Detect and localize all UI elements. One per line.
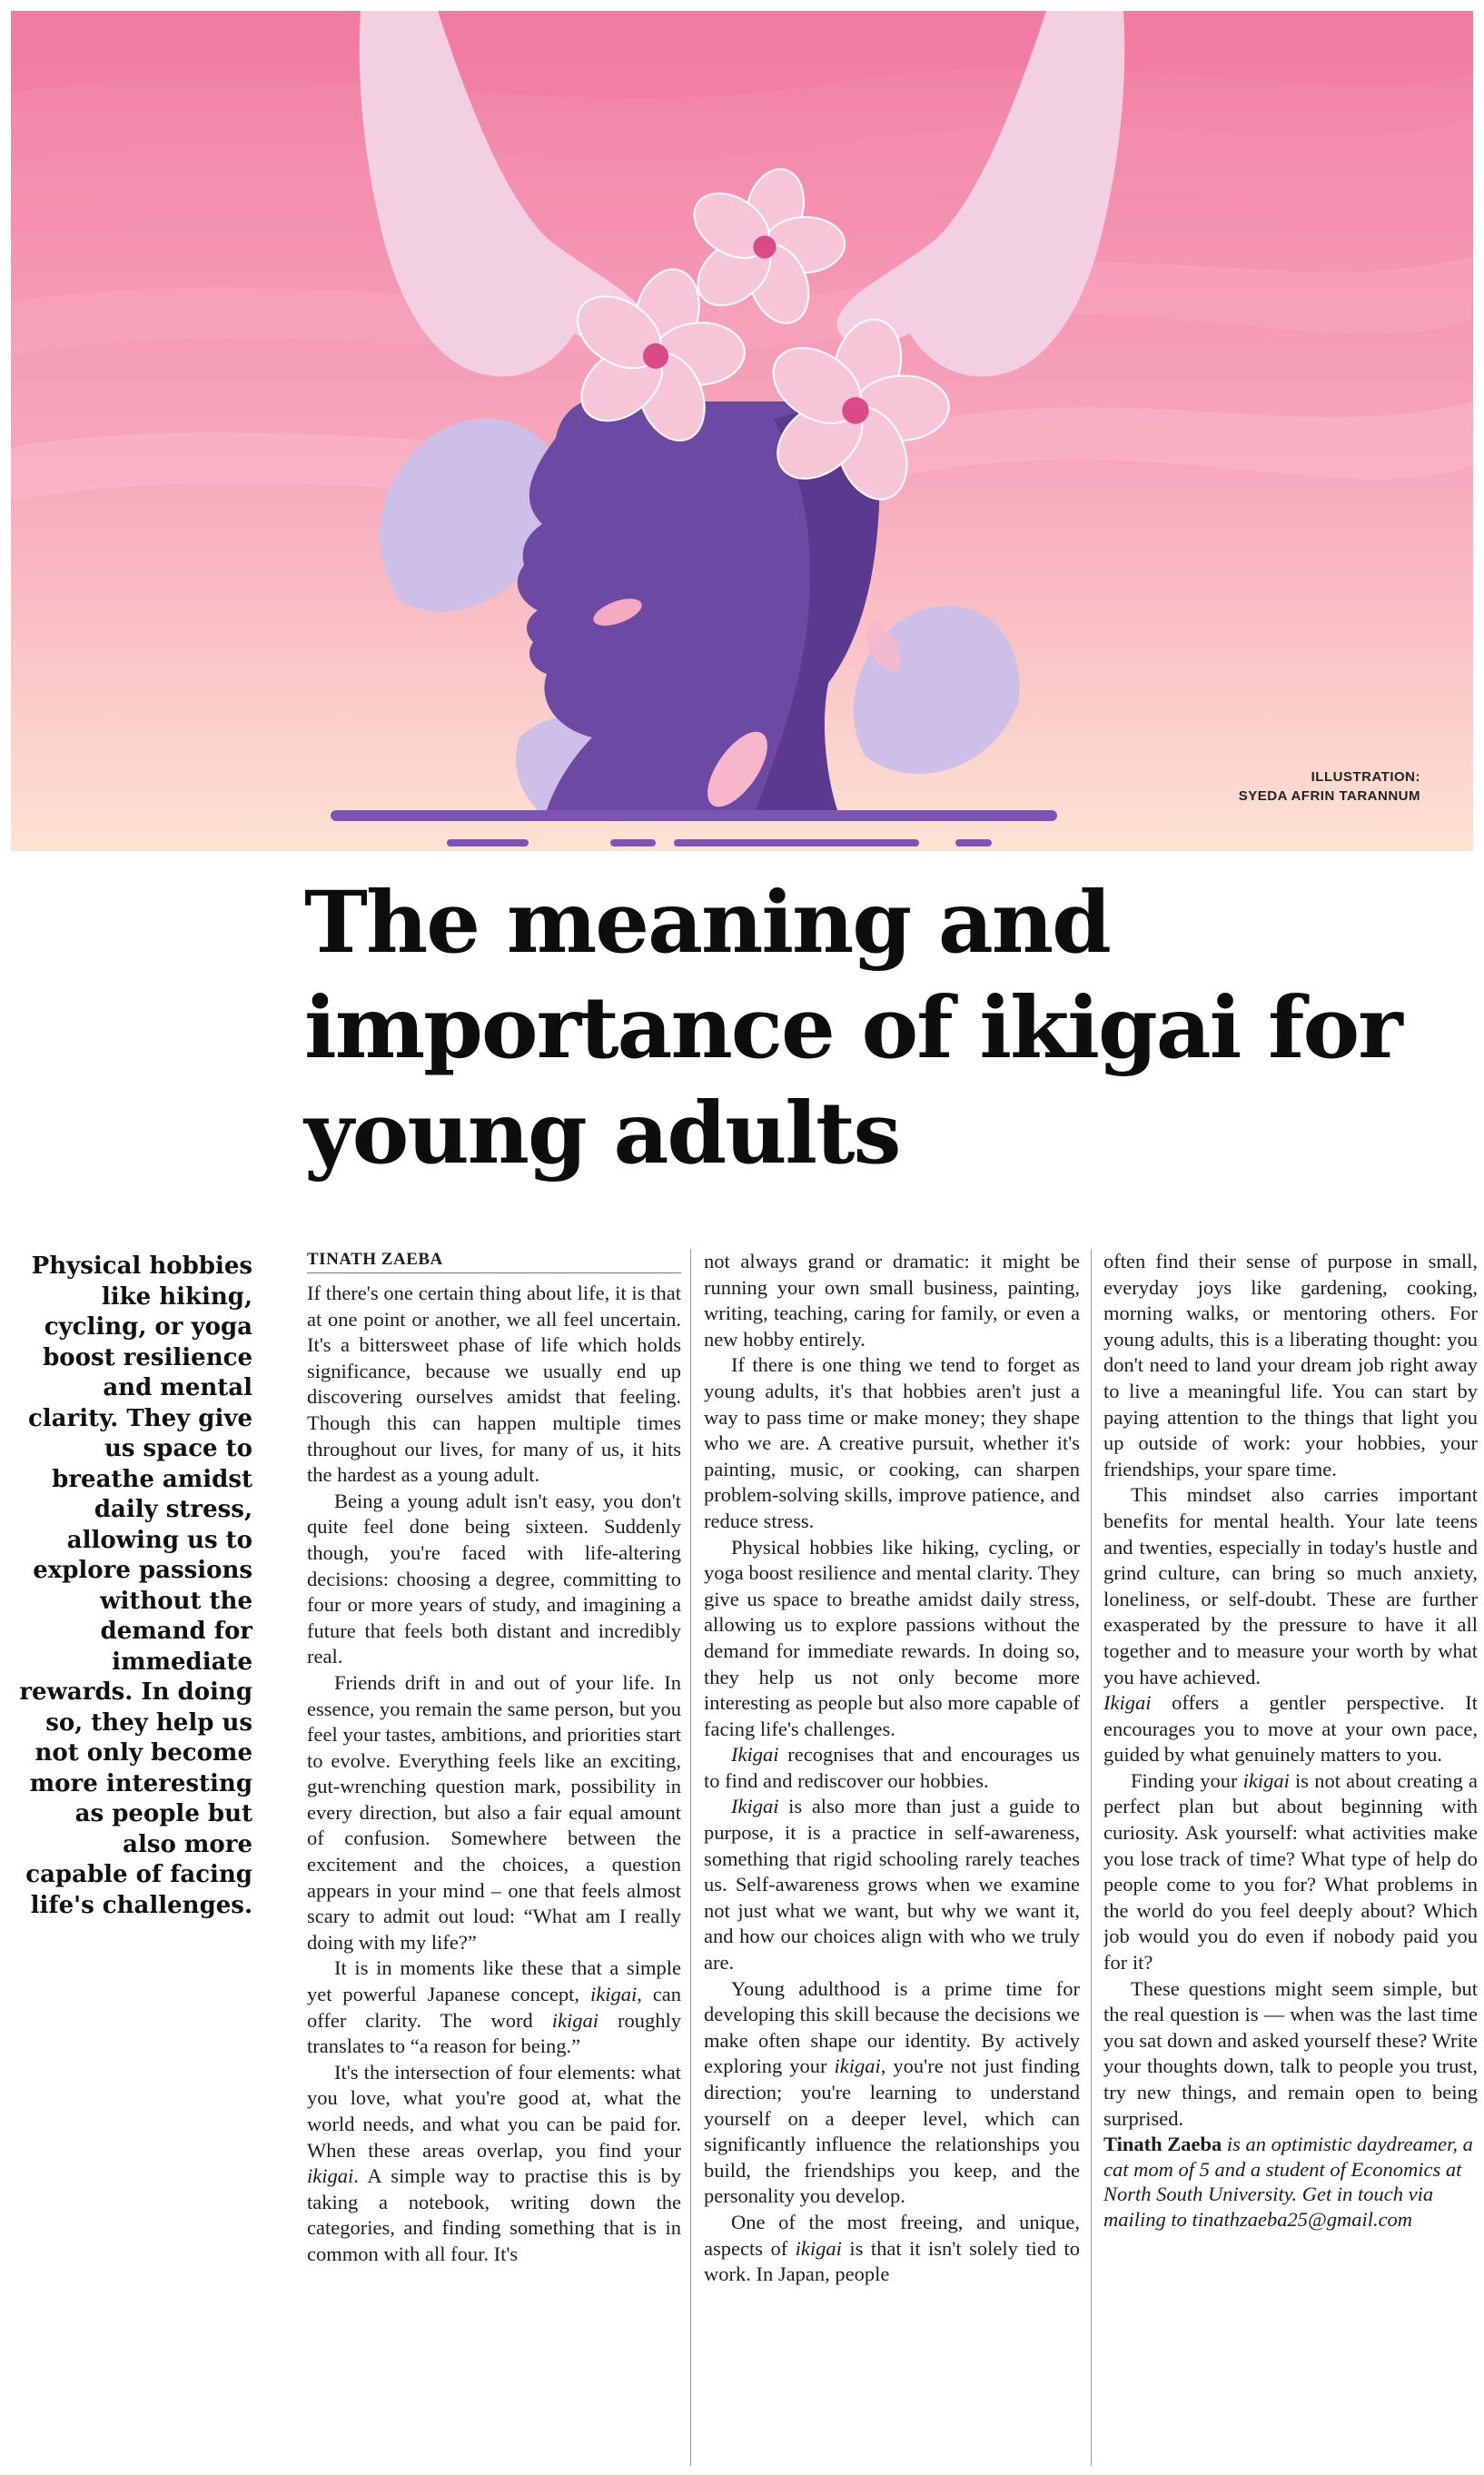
paragraph: If there's one certain thing about life, it is that at one point or another, we all feel uncertain. It's a bittersweet phase of life which holds significance, because we usually end up discovering ourselves amidst that feeling. Though this can happen multiple times throughout our lives, for many of us, it hits the hardest as a young adult.	[307, 1282, 681, 1487]
flower-center	[753, 235, 776, 258]
paragraph: Young adulthood is a prime time for developing this skill because the decisions we make often shape our identity. By actively exploring your ikigai, you're not just finding direction; you're learning to understand yourself on a deeper level, which can significantly influence the relationships you build, the friendships you keep, and the personality you develop.	[704, 1976, 1080, 2208]
article-column-3	[1103, 1249, 1478, 2466]
author-name: Tinath Zaeba	[1103, 2133, 1222, 2156]
paragraph: Friends drift in and out of your life. In essence, you remain the same person, but you feel your tastes, ambitions, and priorities start to evolve. Everything feels like an exciting, gut-wrenching question mark, possibility in every direction, but also a fair equal amount of confusion. Somewhere between the excitement and the choices, a question appears in your mind – one that feels almost scary to admit out loud: “What am I really doing with my life?”	[307, 1670, 681, 1954]
credit-label: ILLUSTRATION:	[1311, 769, 1420, 785]
base-line	[955, 839, 992, 846]
paragraph: If there is one thing we tend to forget as young adults, it's that hobbies aren't just a way to pass time or make money; they shape who we are. A creative pursuit, whether it's painting, music, or cooking, can sharpen problem-solving skills, improve patience, and reduce stress.	[704, 1353, 1080, 1532]
paragraph: Being a young adult isn't easy, you don't quite feel done being sixteen. Suddenly though, you're faced with life-altering decisions: choosing a degree, committing to four or more years of study, and imagining a future that feels both distant and incredibly real.	[307, 1489, 681, 1668]
illustration-credit	[1239, 767, 1420, 806]
author-bio: Tinath Zaeba is an optimistic daydreamer, a cat mom of 5 and a student of Economics at North South University. Get in touch via mailing to tinathzaeba25@gmail.com	[1103, 2133, 1473, 2231]
paragraph: Ikigai recognises that and encourages us to find and rediscover our hobbies.	[704, 1743, 1080, 1792]
paragraph: Ikigai offers a gentler perspective. It encourages you to move at your own pace, guided by what genuinely matters to you.	[1103, 1691, 1478, 1767]
paragraph: often find their sense of purpose in small, everyday joys like gardening, cooking, morning walks, or mentoring others. For young adults, this is a liberating thought: you don't need to land your dream job right away to live a meaningful life. You can start by paying attention to the things that light you up outside of work: your hobbies, your friendships, your spare time.	[1103, 1250, 1478, 1480]
paragraph: Physical hobbies like hiking, cycling, or yoga boost resilience and mental clarity. They give us space to breathe amidst daily stress, allowing us to explore passions without the demand for immediate rewards. In doing so, they help us not only become more interesting as people but also more capable of facing life's challenges.	[704, 1535, 1080, 1740]
flower-center	[643, 343, 668, 369]
credit-name: SYEDA AFRIN TARANNUM	[1238, 788, 1420, 804]
base-line	[674, 839, 919, 846]
header-illustration	[11, 11, 1473, 851]
flower-center	[842, 397, 868, 423]
byline: TINATH ZAEBA	[307, 1249, 681, 1273]
paragraph: One of the most freeing, and unique, aspects of ikigai is that it isn't solely tied to work. In Japan, people	[704, 2210, 1080, 2286]
column-divider	[690, 1249, 691, 2466]
paragraph: It's the intersection of four elements: what you love, what you're good at, what the world needs, and what you can be paid for. When these areas overlap, you find your ikigai. A simple way to practise this is by taking a notebook, writing down the categories, and finding something that is in common with all four. It's	[307, 2060, 681, 2265]
paragraph: not always grand or dramatic: it might be running your own small business, painting, writing, teaching, caring for family, or even a new hobby entirely.	[704, 1250, 1080, 1351]
base-line	[331, 810, 1057, 821]
base-line	[610, 839, 656, 846]
ikigai-illustration-art	[11, 11, 1473, 851]
paragraph: Finding your ikigai is not about creating a perfect plan but about beginning with curiosity. Ask yourself: what activities make you lose track of time? What type of help do people come to you for? What problems in the world do you feel deeply about? Which job would you do even if nobody paid you for it?	[1103, 1768, 1478, 1975]
article-column-2	[704, 1249, 1080, 2466]
paragraph: This mindset also carries important benefits for mental health. Your late teens and twenties, especially in today's hustle and grind culture, can bring so much anxiety, loneliness, or self-doubt. These are further exasperated by the pressure to have it all together and to measure your worth by what you have achieved.	[1103, 1483, 1478, 1688]
paragraph: It is in moments like these that a simple yet powerful Japanese concept, ikigai, can offer clarity. The word ikigai roughly translates to “a reason for being.”	[307, 1956, 681, 2058]
column-divider	[1091, 1249, 1092, 2466]
paragraph: These questions might seem simple, but the real question is — when was the last time you sat down and asked yourself these? Write your thoughts down, talk to people you trust, try new things, and remain open to being surprised.	[1103, 1976, 1478, 2130]
article-column-1	[307, 1249, 681, 2466]
pull-quote: Physical hobbies like hiking, cycling, or yoga boost resilience and mental clarity. They give us space to breathe amidst daily stress, allowing us to explore passions without the demand for immediate rewards. In doing so, they help us not only become more interesting as people but also more capable of facing life's challenges.	[19, 1252, 252, 1919]
paragraph: Ikigai is also more than just a guide to purpose, it is a practice in self-awareness, something that rigid schooling rarely teaches us. Self-awareness grows when we examine not just what we want, but why we want it, and how our choices align with who we truly are.	[704, 1795, 1080, 1975]
base-line	[447, 839, 529, 846]
headline: The meaning and importance of ikigai for young adults	[304, 873, 1401, 1183]
